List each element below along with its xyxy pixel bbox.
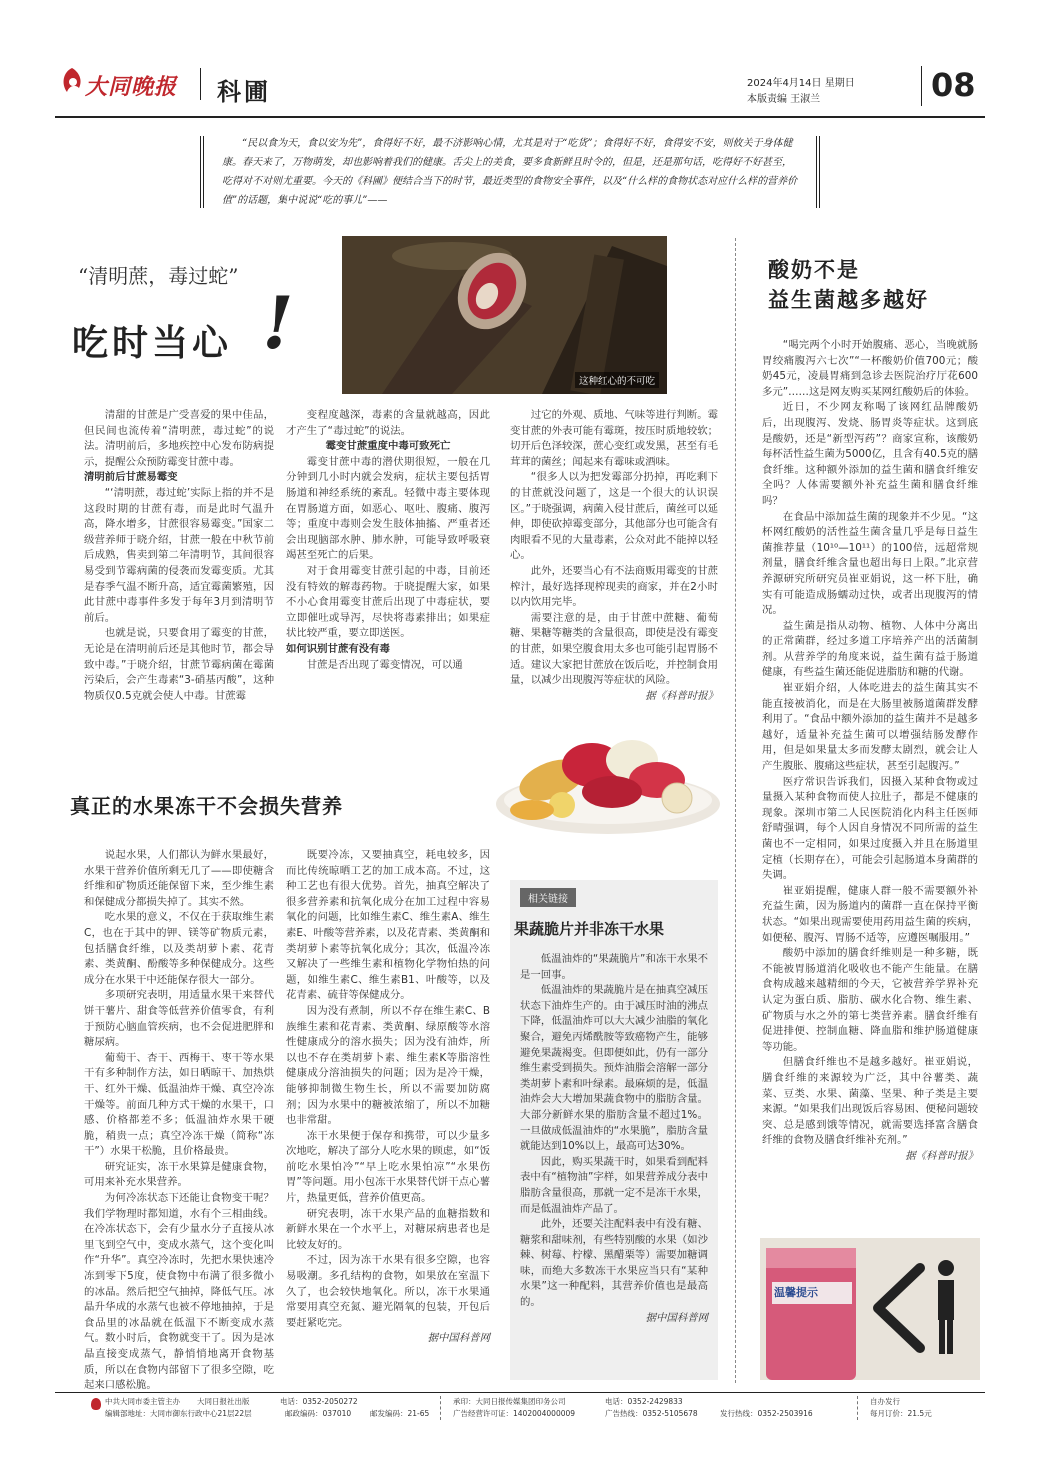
art3-p: 酸奶中添加的膳食纤维则是一种多糖，既不能被胃肠道消化吸收也不能产生能量。在膳食构成越来越精细的今天，它被营养学界补充认定为蛋白质、脂肪、碳水化合物、维生素、矿物质与水之外的第七类营养素。膳食纤维有促进排便、控制血糖、降血脂和维护肠道健康等功能。	[762, 947, 978, 1053]
logo-icon	[59, 66, 85, 96]
art2-p: 冻干水果便于保存和携带，可以少量多次地吃，解决了部分人吃水果的顾虑，如“饭前吃水果怕冷”“早上吃水果怕凉”“水果伤胃”等问题。用小包冻干水果替代饼干点心薯片，热量更低，营养价值更高。	[286, 1129, 490, 1205]
art3-p: 崔亚娟提醒，健康人群一般不需要额外补充益生菌，因为肠道内的菌群一直在保持平衡状态。“如果出现需要使用药用益生菌的疾病，如便秘、腹泻、胃肠不适等，应遵医嘱服用。”	[762, 884, 978, 944]
art3-p: 近日，不少网友称喝了该网红品牌酸奶后，出现腹泻、发烧、肠胃炎等症状。这到底是酸奶，还是“新型泻药”？商家宣称，该酸奶每杯活性益生菌为5000亿，且含有40.5克的膳食纤维。这种额外添加的益生菌和膳食纤维安全吗？人体需要额外补充益生菌和膳食纤维吗？	[762, 401, 978, 507]
art1-source: 据《科普时报》	[645, 689, 718, 702]
footer-address: 编辑部地址：大同市御东行政中心21层22层	[105, 1409, 252, 1418]
art3-title-line1: 酸奶不是	[768, 257, 860, 282]
photo-caption: 这种红心的不可吃	[575, 372, 659, 388]
art3-body	[762, 338, 978, 1164]
art1-p: 对于食用霉变甘蔗引起的中毒，目前还没有特效的解毒药物。于晓提醒大家，如果不小心食用霉变甘蔗后出现了中毒症状，要立即催吐或导泻，尽快将毒素排出；如果症状比较严重，要立即送医。	[286, 564, 490, 640]
footer	[105, 1396, 985, 1422]
art2-p: 说起水果，人们都认为鲜水果最好，水果干营养价值所剩无几了——即使糖含纤维和矿物质还能保留下来，至少维生素和保健成分都损失掉了。其实不然。	[84, 849, 274, 908]
art1-p: 霉变甘蔗中毒的潜伏期很短，一般在几分钟到几小时内就会发病，症状主要包括胃肠道和神经系统的紊乱。轻微中毒主要体现在胃肠道方面，如恶心、呕吐、腹痛、腹泻等；重度中毒则会发生肢体抽搐、严重者还会出现脑部水肿、肺水肿，可能导致呼吸衰竭甚至死亡的后果。	[286, 455, 490, 562]
footer-ad-hotline: 广告热线：0352-5105678	[605, 1409, 698, 1418]
art1-p: 也就是说，只要食用了霉变的甘蔗，无论是在清明前后还是其他时节，都会导致中毒。”于晓介绍，甘蔗节霉病菌在霉菌污染后，会产生毒素“3-硝基丙酸”，这种物质仅0.5克就会使人中毒。甘蔗霉	[84, 627, 274, 702]
art1-p: “‘清明蔗，毒过蛇’实际上指的并不是这段时期的甘蔗有毒，而是此时气温升高，降水增多，甘蔗很容易霉变。”国家二级营养师于晓介绍，甘蔗一般在中秋节前后成熟，售卖到第二年清明节，其间很容易受到节霉病菌的侵袭而发霉变质。尤其是春季气温不断升高，适宜霉菌繁殖，因此甘蔗中毒事件多发于每年3月到清明节前后。	[84, 486, 274, 624]
footer-ad-license: 广告经营许可证：1402004000009	[453, 1409, 576, 1418]
art2-source: 据中国科普网	[427, 1332, 490, 1345]
masthead	[55, 60, 985, 118]
art1-subhead-1: 清明前后甘蔗易霉变	[84, 471, 178, 484]
related-link-box	[510, 880, 718, 1380]
art3-p: 崔亚娟介绍，人体吃进去的益生菌其实不能直接被消化，而是在大肠里被肠道菌群发酵利用了。“食品中额外添加的益生菌并不是越多越好，适量补充益生菌可以增强结肠发酵作用，但是如果量太多而发酵太剧烈，就会让人产生腹胀、腹痛这些症状，甚至引起腹泻。”	[762, 682, 978, 773]
footer-logo-icon	[91, 1398, 101, 1410]
art1-p: 甘蔗是否出现了霉变情况，可以通	[306, 658, 463, 671]
sugarcane-photo	[342, 236, 667, 394]
issue-date: 2024年4月14日 星期日	[747, 78, 855, 89]
header-divider	[200, 68, 201, 100]
footer-phone: 电话：0352-2050272	[280, 1397, 358, 1406]
footer-sponsor: 中共大同市委主管主办	[105, 1397, 180, 1406]
art2-p: 吃水果的意义，不仅在于获取维生素C，也在于其中的钾、镁等矿物质元素，包括膳食纤维，以及类胡萝卜素、花青素、类黄酮、酚酸等多种保健成分。这些成分在水果干中还能保存很大一部分。	[84, 911, 274, 986]
art3-p: 医疗常识告诉我们，因摄入某种食物或过量摄入某种食物而使人拉肚子，都是不健康的现象。深圳市第二人民医院消化内科主任医师舒晴强调，每个人因自身情况不同所需的益生菌也不一定相同，如果过度摄入并且在肠道里定植（长期存在），可能会引起肠道本身菌群的失调。	[762, 775, 978, 882]
art1-p: 变程度越深，毒素的含量就越高，因此才产生了“毒过蛇”的说法。	[286, 409, 490, 437]
intro-bracket-left	[200, 136, 210, 208]
art2-p: 研究证实，冻干水果算是健康食物，可用来补充水果营养。	[84, 1160, 274, 1189]
art3-title-line2: 益生菌越多越好	[768, 287, 929, 312]
column-divider	[735, 238, 736, 1383]
art2-p: 因为没有煮制，所以不存在维生素C、B族维生素和花青素、类黄酮、绿原酸等水溶性健康成分的溶水损失；因为没有油炸，所以也不存在类胡萝卜素、维生素K等脂溶性健康成分溶油损失的问题；因为是冷干燥，能够抑制微生物生长，所以不需要加防腐剂；因为水果中的糖被浓缩了，所以不加糖也非常甜。	[286, 1004, 490, 1127]
art1-subhead-3: 如何识别甘蔗有没有毒	[286, 642, 390, 655]
footer-printer: 承印：大同日报传媒集团印务公司	[453, 1397, 566, 1406]
art3-p: 益生菌是指从动物、植物、人体中分离出的正常菌群，经过多道工序培养产出的活菌制剂。从营养学的角度来说，益生菌有益于肠道健康，有些益生菌还能促进脂肪和糖的代谢。	[762, 619, 978, 679]
art1-col1	[84, 408, 274, 704]
art3-p: “喝完两个小时开始腹痛、恶心，当晚就肠胃绞痛腹泻六七次”“一杯酸奶价值700元；酸奶45元，凌晨胃痛到急诊去医院治疗厅花600多元”……这是网友购买某网红酸奶后的体验。	[762, 339, 978, 398]
art1-subhead-2: 霉变甘蔗重度中毒可致死亡	[325, 440, 451, 453]
logo-text: 大同晚报	[85, 74, 178, 100]
art3-p: 在食品中添加益生菌的现象并不少见。“这杯网红酸奶的活性益生菌含量几乎是每日益生菌推荐量（10¹⁰—10¹¹）的100倍，远超常规剂量，膳食纤维含量也超出每日上限。”北京营养源研究所研究员崔亚娟说，这一杯下肚，确实有可能造成肠蠕动过快，或者出现腹泻的情况。	[762, 510, 978, 617]
masthead-rule	[55, 116, 985, 118]
footer-distribution: 发行热线：0352-2503916	[720, 1409, 813, 1418]
footer-rule	[55, 1392, 985, 1393]
intro-bracket-right	[810, 136, 820, 208]
footer-postcode: 邮政编码：037010	[285, 1409, 352, 1418]
art1-p: 清甜的甘蔗是广受喜爱的果中佳品，但民间也流传着“清明蔗，毒过蛇”的说法。清明前后，多地疾控中心发布防病提示，提醒公众预防霉变甘蔗中毒。	[84, 409, 274, 468]
sidebar-source: 据中国科普网	[645, 1311, 708, 1324]
related-link-body	[520, 952, 708, 1326]
sidebar-p: 低温油炸的“果蔬脆片”和冻干水果不是一回事。	[520, 953, 708, 981]
art2-p: 研究表明，冻干水果产品的血糖指数和新鲜水果在一个水平上，对糖尿病患者也是比较友好的。	[286, 1207, 490, 1251]
page-editor: 本版责编 王淑兰	[747, 94, 821, 105]
footer-self-distribution: 自办发行	[870, 1397, 900, 1406]
art2-col1	[84, 848, 274, 1394]
page-number: 08	[931, 66, 976, 104]
art2-p: 葡萄干、杏干、西梅干、枣干等水果干有多种制作方法，如日晒晾干、加热烘干、红外干燥、低温油炸干燥、真空冷冻干燥等。前面几种方式干燥的水果干，口感、价格都差不多；低温油炸水果干硬脆，稍贵一点；真空冷冻干燥（简称“冻干”）水果干松脆，且价格最贵。	[84, 1051, 274, 1158]
art1-p: 需要注意的是，由于甘蔗中蔗糖、葡萄糖、果糖等糖类的含量很高，即使是没有霉变的甘蔗，如果空腹食用太多也可能引起胃肠不适。建议大家把甘蔗放在饭后吃，并控制食用量，以减少出现腹泻等症状的风险。	[510, 611, 718, 687]
section-name: 科圃	[217, 77, 271, 106]
sidebar-p: 因此，购买果蔬干时，如果看到配料表中有“植物油”字样，如果营养成分表中脂肪含量很高，那就一定不是冻干水果，而是低温油炸产品了。	[520, 1155, 708, 1215]
sidebar-p: 低温油炸的果蔬脆片是在抽真空减压状态下油炸生产的。由于减压时油的沸点下降，低温油炸可以大大减少油脂的氧化聚合，避免丙烯酰胺等致癌物产生，能够避免果蔬褐变。但即便如此，仍有一部分维生素受到损失。预炸油脂会溶解一部分类胡萝卜素和叶绿素。最麻烦的是，低温油炸会大大增加果蔬食物中的脂肪含量。大部分新鲜水果的脂肪含量不超过1%。一旦做成低温油炸的“水果脆”，脂肪含量就能达到10%以上，最高可达30%。	[520, 984, 708, 1153]
art2-p: 不过，因为冻干水果有很多空隙，也容易吸潮。多孔结构的食物，如果放在室温下久了，也会较快地氧化。所以，冻干水果通常要用真空充氮、避光隔氧的包装，开包后要赶紧吃完。	[286, 1254, 490, 1329]
art1-p: 过它的外观、质地、气味等进行判断。霉变甘蔗的外表可能有霉斑，按压时质地较软；切开后色泽较深，蔗心变红或发黑，甚至有毛茸茸的菌丝；闻起来有霉味或酒味。	[510, 409, 718, 468]
art1-col2	[286, 408, 490, 673]
art2-col2	[286, 848, 490, 1347]
art3-p: 但膳食纤维也不是越多越好。崔亚娟说，膳食纤维的来源较为广泛，其中谷薯类、蔬菜、豆类、水果、菌藻、坚果、种子类是主要来源。“如果我们出现饭后容易困、便秘问题较突、总是感到饿等情况，就需要选择富含膳食纤维的食物及膳食纤维补充剂。”	[762, 1056, 978, 1147]
footer-mail-code: 邮发编码：21-65	[370, 1409, 430, 1418]
art2-p: 既要冷冻，又要抽真空，耗电较多，因而比传统晾晒工艺的加工成本高。不过，这种工艺也有很大优势。首先，抽真空解决了很多营养素和抗氧化成分在加工过程中容易氧化的问题，比如维生素C、维生素A、维生素E、叶酸等营养素，以及花青素、类黄酮和类胡萝卜素等抗氧化成分；其次，低温冷冻又解决了一些维生素和植物化学物怕热的问题，如维生素C、维生素B1、叶酸等，以及花青素、硫苷等保健成分。	[286, 849, 490, 1002]
footer-printer-phone: 电话：0352-2429833	[605, 1397, 683, 1406]
intro-box	[200, 130, 820, 220]
footer-price: 每月订价：21.5元	[870, 1409, 932, 1418]
art2-p: 为何冷冻状态下还能让食物变干呢？我们学物理时都知道，水有个三相曲线。在冷冻状态下，会有少量水分子直接从冰里飞到空气中，变成水蒸气，这个变化叫作“升华”。真空冷冻时，先把水果快速冷冻到零下5度，使食物中布满了很多微小的冰晶。然后把空气抽掉，降低气压。冰晶升华成的水蒸气也被不停地抽掉，于是食品里的冰晶就在低温下不断变成水蒸气。数小时后，食物就变干了。因为是冰晶直接变成蒸气，静悄悄地离开食物基质，所以在食物内部留下了很多空隙，吃起来口感松脆。	[84, 1192, 274, 1392]
art2-title: 真正的水果冻干不会损失营养	[70, 794, 343, 818]
footer-divider-2	[857, 1396, 859, 1420]
related-link-tag: 相关链接	[520, 888, 576, 907]
art1-p: “很多人以为把发霉部分扔掉，再吃剩下的甘蔗就没问题了，这是一个很大的认识误区。”于晓强调，病菌入侵甘蔗后，菌丝可以延伸，即使砍掉霉变部分，其他部分也可能含有肉眼看不见的大量毒素，公众对此不能掉以轻心。	[510, 471, 718, 562]
art3-source: 据《科普时报》	[905, 1149, 978, 1162]
intro-text: “民以食为天，食以安为先”，食得好不好，最不济影响心情，尤其是对于“吃货”；食得好不好，食得安不安，则攸关于身体健康。春天来了，万物萌发，却也影响着我们的健康。舌尖上的美食，要多食新鲜且时令的，但是，还是那句话，吃得好不好甚至，吃得对不对则尤重要。今天的《科圃》便结合当下的时节，最近类型的食物安全事件，以及“什么样的食物状态对应什么样的营养价值”的话题，集中说说“吃的事儿”——	[222, 138, 798, 206]
art1-p: 此外，还要当心有不法商贩用霉变的甘蔗榨汁，最好选择现榨现卖的商家，并在2小时以内饮用完毕。	[510, 564, 718, 609]
related-link-title: 果蔬脆片并非冻干水果	[514, 920, 665, 938]
sidebar-p: 此外，还要关注配料表中有没有糖、糖浆和甜味剂，有些特别酸的水果（如沙棘、树莓、柠檬、黑醋栗等）需要加糖调味，而绝大多数冻干水果应当只有“某种水果”这一种配料，其营养价值也是最高的。	[520, 1218, 708, 1309]
art1-col3	[510, 408, 718, 704]
art1-exclamation: !	[262, 280, 294, 365]
art1-title: 吃时当心	[72, 322, 233, 364]
header-divider-2	[921, 66, 922, 106]
footer-divider	[440, 1396, 442, 1420]
art1-kicker: “清明蔗，毒过蛇”	[78, 264, 239, 288]
yogurt-photo	[760, 1238, 980, 1380]
footer-publisher: 大同日报社出版	[197, 1397, 250, 1406]
art2-p: 多项研究表明，用适量水果干来替代饼干薯片、甜食等低营养价值零食，有利于预防心脑血管疾病，也不会促进肥胖和糖尿病。	[84, 989, 274, 1049]
freeze-dried-fruit-photo	[492, 720, 724, 840]
photo-label: 温馨提示	[774, 1286, 818, 1299]
